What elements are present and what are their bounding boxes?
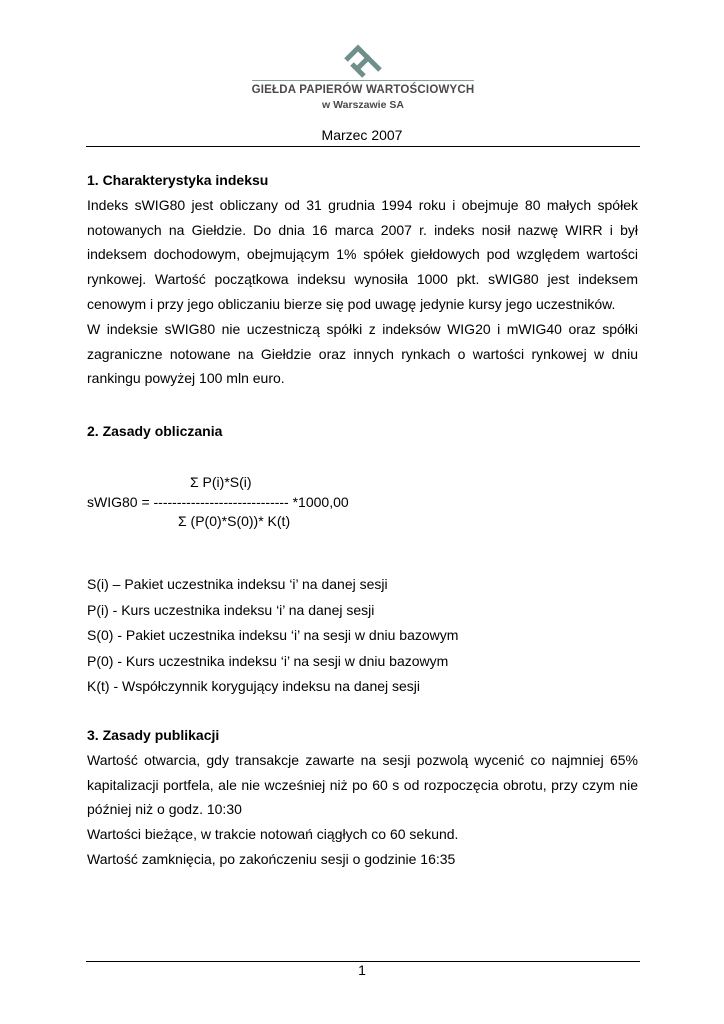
section-calculation [87,419,638,444]
gpw-logo-mark-icon [342,40,384,78]
paragraph: Indeks sWIG80 jest obliczany od 31 grudnia 1994 roku i obejmuje 80 małych spółek notowanych na Giełdzie. Do dnia 16 marca 2007 r. indeks nosił nazwę WIRR i był indeksem dochodowym, obejmującym 1% spółek giełdowych pod względem wartości rynkowej. Wartość początkowa indeksu wynosiła 1000 pkt. sWIG80 jest indeksem cenowym i przy jego obliczaniu bierze się pod uwagę jedynie kursy jego uczestników. [87,196,638,312]
paragraph: Wartość otwarcia, gdy transakcje zawarte na sesji pozwolą wycenić co najmniej 65% kapitalizacji portfela, ale nie wcześniej niż po 60 s od rozpoczęcia obrotu, przy czym nie później niż o godz. 10:30 [87,751,638,818]
logo-name: GIEŁDA PAPIERÓW WARTOŚCIOWYCH [251,84,475,96]
definition-item: S(i) – Pakiet uczestnika indeksu ‘i’ na danej sesji [87,576,388,592]
page-number: 1 [358,962,366,978]
formula-main-line: sWIG80 = ----------------------------- *1000,00 [87,494,349,510]
section-heading: 1. Charakterystyka indeksu [87,172,269,188]
section-heading: 3. Zasady publikacji [87,727,220,743]
definition-item: K(t) - Współczynnik korygujący indeksu na danej sesji [87,678,421,694]
section-characteristics [87,168,638,391]
section-heading: 2. Zasady obliczania [87,423,223,439]
logo-subtitle: w Warszawie SA [322,99,404,111]
document-date: Marzec 2007 [321,127,403,143]
definition-item: S(0) - Pakiet uczestnika indeksu ‘i’ na sesji w dniu bazowym [87,627,459,643]
header-divider [86,146,640,147]
gpw-logo [248,40,478,116]
logo-rule [252,80,474,81]
paragraph: W indeksie sWIG80 nie uczestniczą spółki z indeksów WIG20 i mWIG40 oraz spółki zagraniczne notowane na Giełdzie oraz innych rynkach o wartości rynkowej w dniu rankingu powyżej 100 mln euro. [87,320,638,387]
paragraph: Wartość zamknięcia, po zakończeniu sesji o godzinie 16:35 [87,850,456,867]
section-publication [87,723,638,872]
formula-denominator: Σ (P(0)*S(0))* K(t) [178,513,291,529]
definition-item: P(0) - Kurs uczestnika indeksu ‘i’ na sesji w dniu bazowym [87,652,449,669]
formula-numerator: Σ P(i)*S(i) [190,474,252,490]
paragraph: Wartości bieżące, w trakcie notowań ciągłych co 60 sekund. [87,826,459,843]
definition-item: P(i) - Kurs uczestnika indeksu ‘i’ na danej sesji [87,601,375,618]
definitions-list [87,572,638,700]
